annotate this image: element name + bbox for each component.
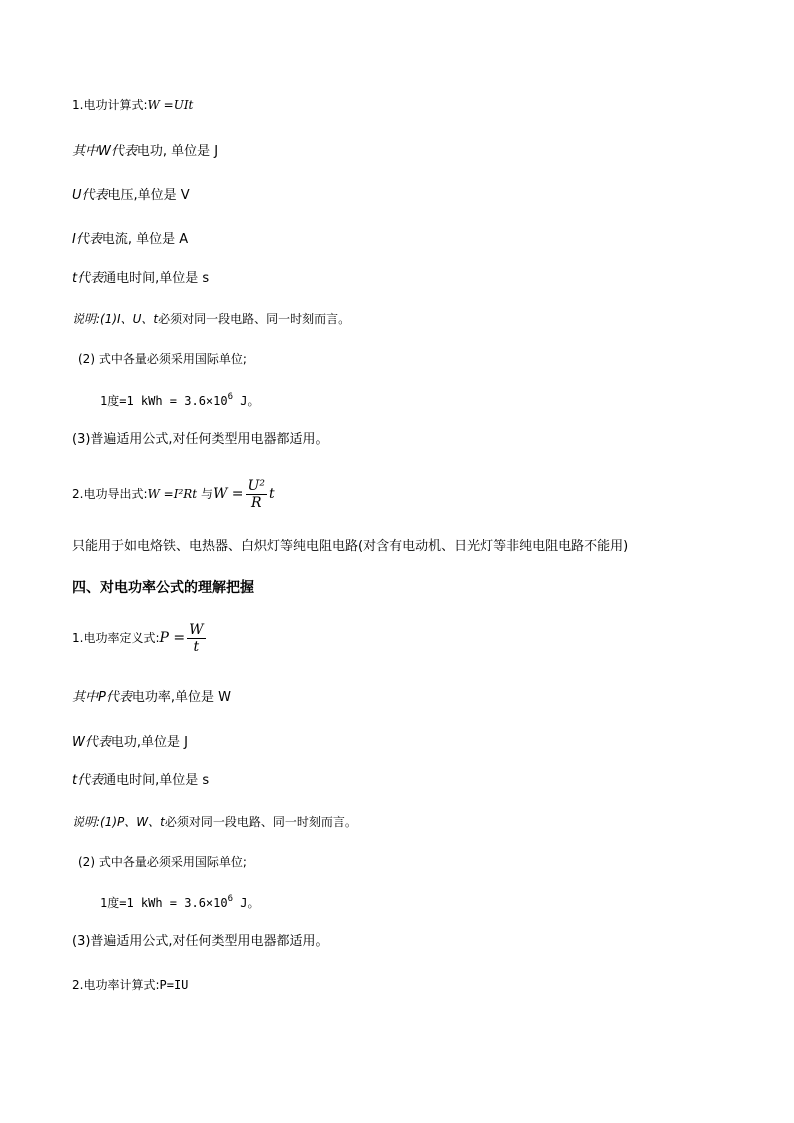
conversion-end-2: J。 [233, 896, 260, 910]
power-calc-formula: P=IU [159, 978, 189, 992]
derived-formula-line [72, 472, 275, 516]
power-fraction-numerator: W [189, 622, 204, 638]
note-1b-text: 必须对同一段电路、同一时刻而言。 [164, 815, 357, 829]
derived-fraction-denominator: R [250, 495, 262, 511]
power-definition-label: 1.电功率定义式: [72, 631, 160, 645]
derived-formula-label: 2.电功导出式: [72, 487, 148, 501]
t-text: 通电时间,单位是 s [103, 271, 210, 286]
t-prefix: t代表 [72, 271, 104, 286]
w-prefix-2: W代表 [72, 735, 111, 750]
w-definition-2 [72, 734, 188, 752]
u-text: 电压,单位是 V [107, 188, 190, 203]
power-calc-label: 2.电功率计算式: [72, 978, 160, 992]
note-2b: (2) 式中各量必须采用国际单位; [78, 855, 247, 869]
note-1b [72, 813, 357, 831]
work-formula: W =UIt [147, 98, 194, 112]
power-definition-line [72, 616, 208, 660]
derived-formula-2-rhs: t [268, 486, 275, 502]
power-fraction-denominator: t [193, 639, 200, 655]
w-text: 电功, 单位是 J [136, 144, 219, 159]
derived-formula-1: W =I²Rt [147, 487, 198, 501]
p-prefix: 其中P代表 [72, 690, 132, 705]
w-prefix: 其中W代表 [72, 144, 137, 159]
power-definition-lhs: P = [159, 630, 186, 646]
conversion-exponent-2: 6 [227, 894, 234, 904]
note-1-text: 必须对同一段电路、同一时刻而言。 [158, 312, 351, 326]
p-text: 电功率,单位是 W [131, 690, 231, 705]
derived-fraction [246, 478, 267, 511]
derived-formula-description: 只能用于如电烙铁、电热器、白炽灯等纯电阻电路(对含有电动机、日光灯等非纯电阻电路不能用) [72, 539, 629, 554]
t-prefix-2: t代表 [72, 773, 104, 788]
p-definition [72, 689, 231, 707]
t-definition [72, 270, 209, 288]
work-formula-label: 1.电功计算式: [72, 98, 148, 112]
i-text: 电流, 单位是 A [101, 232, 189, 247]
note-1-prefix: 说明:(1)I、U、t [72, 312, 159, 326]
derived-fraction-numerator: U² [247, 478, 265, 494]
note-2: (2) 式中各量必须采用国际单位; [78, 352, 247, 366]
power-fraction [187, 622, 205, 655]
w-definition [72, 143, 218, 161]
w-text-2: 电功,单位是 J [110, 735, 188, 750]
t-definition-2 [72, 772, 209, 790]
u-prefix: U代表 [72, 188, 108, 203]
derived-formula-connector: 与 [200, 487, 213, 501]
conversion-end: J。 [233, 394, 260, 408]
note-1b-prefix: 说明:(1)P、W、t [72, 815, 165, 829]
unit-conversion-2 [100, 894, 259, 914]
note-1 [72, 310, 350, 328]
conversion-base-2: 1度=1 kWh = 3.6×10 [100, 896, 228, 910]
note-3b: (3)普遍适用公式,对任何类型用电器都适用。 [72, 934, 329, 949]
unit-conversion [100, 392, 259, 412]
conversion-exponent: 6 [227, 392, 234, 402]
derived-formula-2-lhs: W = [212, 486, 244, 502]
i-definition [72, 231, 188, 249]
t-text-2: 通电时间,单位是 s [103, 773, 210, 788]
work-formula-line [72, 96, 193, 114]
note-3: (3)普遍适用公式,对任何类型用电器都适用。 [72, 432, 329, 447]
section-heading: 四、对电功率公式的理解把握 [72, 580, 254, 596]
u-definition [72, 187, 190, 205]
i-prefix: I代表 [72, 232, 102, 247]
conversion-base: 1度=1 kWh = 3.6×10 [100, 394, 228, 408]
power-calc-line [72, 976, 188, 994]
